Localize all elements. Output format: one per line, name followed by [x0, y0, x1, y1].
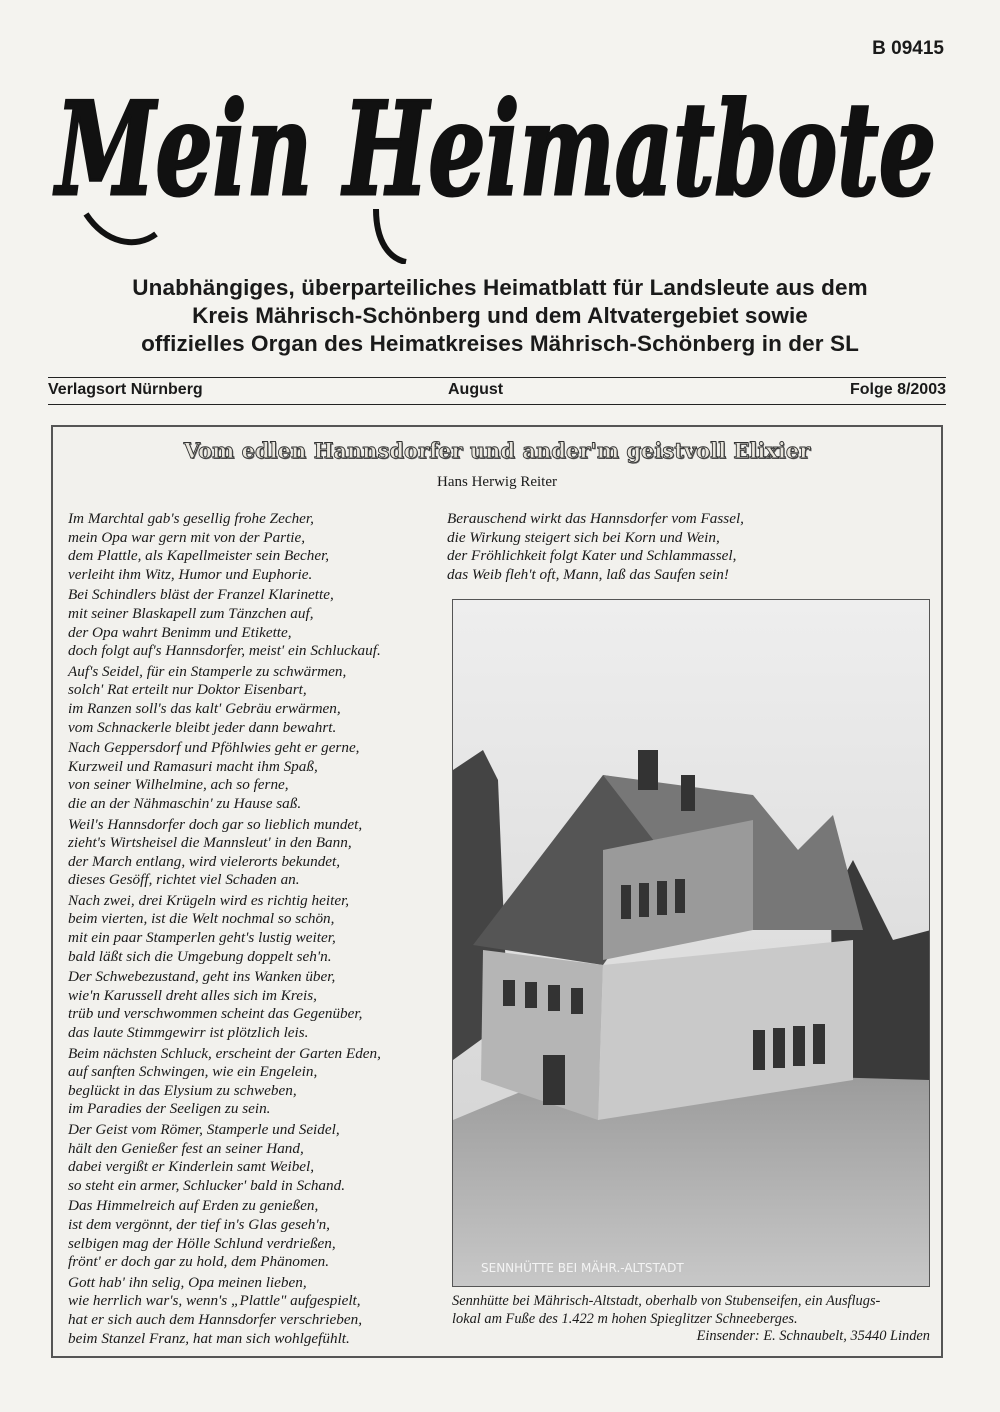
poem-line: mein Opa war gern mit von der Partie,: [68, 528, 306, 546]
poem-line: selbigen mag der Hölle Schlund verdrießen,: [68, 1234, 336, 1252]
poem-stanza: [68, 892, 448, 966]
poem-line: Auf's Seidel, für ein Stamperle zu schwärmen,: [68, 662, 347, 680]
poem-line: Nach zwei, drei Krügeln wird es richtig heiter,: [68, 891, 350, 909]
caption-sender: Einsender: E. Schnaubelt, 35440 Linden: [696, 1328, 930, 1344]
poem-stanza: [68, 586, 448, 660]
poem-title: Vom edlen Hannsdorfer und ander'm geistvoll Elixier: [183, 438, 811, 463]
poem-line: dabei vergißt er Kinderlein samt Weibel,: [68, 1158, 315, 1176]
poem-line: der March entlang, wird vielerorts bekundet,: [68, 852, 341, 870]
poem-line: Weil's Hannsdorfer doch gar so lieblich mundet,: [68, 815, 363, 833]
poem-line: dem Plattle, als Kapellmeister sein Becher,: [68, 547, 330, 565]
poem-line: Kurzweil und Ramasuri macht ihm Spaß,: [68, 757, 318, 775]
poem-line: Gott hab' ihn selig, Opa meinen lieben,: [68, 1273, 307, 1291]
poem-stanza: [68, 739, 448, 813]
poem-line: der Fröhlichkeit folgt Kater und Schlammassel,: [447, 547, 737, 565]
poem-stanza: [68, 968, 448, 1042]
poem-line: ist dem vergönnt, der tief in's Glas geseh'n,: [68, 1215, 330, 1233]
poem-line: frönt' er doch gar zu hold, dem Phänomen.: [68, 1253, 329, 1271]
poem-stanza: [68, 1121, 448, 1195]
subtitle: [30, 274, 970, 358]
poem-line: verleiht ihm Witz, Humor und Euphorie.: [68, 565, 313, 583]
poem-line: im Paradies der Seeligen zu sein.: [68, 1100, 271, 1118]
top-divider: [48, 377, 946, 378]
poem-line: Der Schwebezustand, geht ins Wanken über,: [68, 968, 336, 986]
caption-line-2: lokal am Fuße des 1.422 m hohen Spieglitzer Schneeberges.: [452, 1310, 798, 1327]
poem-line: beim vierten, ist die Welt nochmal so schön,: [68, 910, 335, 928]
poem-line: mit seiner Blaskapell zum Tänzchen auf,: [68, 604, 314, 622]
poem-line: die an der Nähmaschin' zu Hause saß.: [68, 794, 302, 812]
poem-line: wie'n Karussell dreht alles sich im Kreis,: [68, 986, 317, 1004]
subtitle-line-3: offizielles Organ des Heimatkreises Mährisch-Schönberg in der SL: [141, 331, 859, 356]
poem-line: im Ranzen soll's das kalt' Gebräu erwärmen,: [68, 699, 341, 717]
poem-line: hat er sich auch dem Hannsdorfer verschrieben,: [68, 1310, 362, 1328]
poem-line: trüb und verschwommen scheint das Gegenüber,: [68, 1005, 363, 1023]
poem-line: der Opa wahrt Benimm und Etikette,: [68, 623, 292, 641]
poem-line: wie herrlich war's, wenn's „Plattle" aufgespielt,: [68, 1292, 361, 1310]
subtitle-line-1: Unabhängiges, überparteiliches Heimatblatt für Landsleute aus dem: [132, 275, 868, 300]
poem-line: dieses Gesöff, richtet viel Schaden an.: [68, 871, 300, 889]
bottom-divider: [48, 404, 946, 405]
poem-line: Im Marchtal gab's gesellig frohe Zecher,: [68, 510, 314, 527]
poem-stanza: [68, 1197, 448, 1271]
poem-line: mit ein paar Stamperlen geht's lustig weiter,: [68, 929, 336, 947]
caption-line-1: Sennhütte bei Mährisch-Altstadt, oberhalb von Stubenseifen, ein Ausflugs-: [452, 1293, 881, 1309]
poem-line: das Weib fleh't oft, Mann, laß das Saufen sein!: [447, 565, 729, 583]
poem-line: hält den Genießer fest an seiner Hand,: [68, 1139, 304, 1157]
poem-line: auf sanften Schwingen, wie ein Engelein,: [68, 1063, 318, 1081]
poem-line: bald läßt sich die Umgebung doppelt seh'n.: [68, 947, 332, 965]
poem-stanza: [68, 663, 448, 737]
poem-line: zieht's Wirtsheisel die Mannsleut' in den Bann,: [68, 834, 352, 852]
poem-stanza: [68, 510, 448, 584]
poem-line: vom Schnackerle bleibt jeder dann bewahrt.: [68, 718, 337, 736]
poem-line: Das Himmelreich auf Erden zu genießen,: [68, 1197, 319, 1215]
poem-line: von seiner Wilhelmine, ach so ferne,: [68, 776, 289, 794]
poem-line: die Wirkung steigert sich bei Korn und Wein,: [447, 528, 720, 546]
poem-line: Berauschend wirkt das Hannsdorfer vom Fassel,: [447, 510, 744, 527]
poem-author: Hans Herwig Reiter: [437, 474, 557, 490]
poem-left-column: [68, 510, 448, 1350]
poem-line: doch folgt auf's Hannsdorfer, meist' ein Schluckauf.: [68, 642, 381, 660]
poem-line: Beim nächsten Schluck, erscheint der Garten Eden,: [68, 1044, 381, 1062]
poem-line: das laute Stimmgewirr ist plötzlich leis.: [68, 1024, 309, 1042]
poem-line: beglückt in das Elysium zu schweben,: [68, 1081, 297, 1099]
masthead-logo: [46, 44, 946, 264]
issue-number: Folge 8/2003: [849, 381, 946, 398]
photo-sign-text: SENNHÜTTE BEI MÄHR.-ALTSTADT: [481, 1261, 684, 1275]
poem-line: Der Geist vom Römer, Stamperle und Seidel,: [68, 1121, 340, 1138]
publication-place: Verlagsort Nürnberg: [48, 381, 203, 398]
poem-stanza: [68, 816, 448, 890]
poem-stanza: [447, 510, 917, 584]
poem-right-column: [447, 510, 917, 586]
subtitle-line-2: Kreis Mährisch-Schönberg und dem Altvatergebiet sowie: [192, 303, 808, 328]
poem-stanza: [68, 1274, 448, 1348]
poem-stanza: [68, 1045, 448, 1119]
poem-line: solch' Rat erteilt nur Doktor Eisenbart,: [68, 681, 307, 699]
poem-line: so steht ein armer, Schlucker' bald in Schand.: [68, 1176, 345, 1194]
poem-line: beim Stanzel Franz, hat man sich wohlgefühlt.: [68, 1329, 350, 1347]
sennhuette-photo: [452, 599, 930, 1287]
masthead-title: Mein Heimatbote: [53, 75, 936, 225]
poem-line: Nach Geppersdorf und Pföhlwies geht er gerne,: [68, 739, 360, 757]
photo-caption: [452, 1293, 930, 1346]
issue-code: B 09415: [872, 38, 944, 59]
poem-line: Bei Schindlers bläst der Franzel Klarinette,: [68, 586, 334, 604]
issue-month: August: [448, 381, 504, 398]
